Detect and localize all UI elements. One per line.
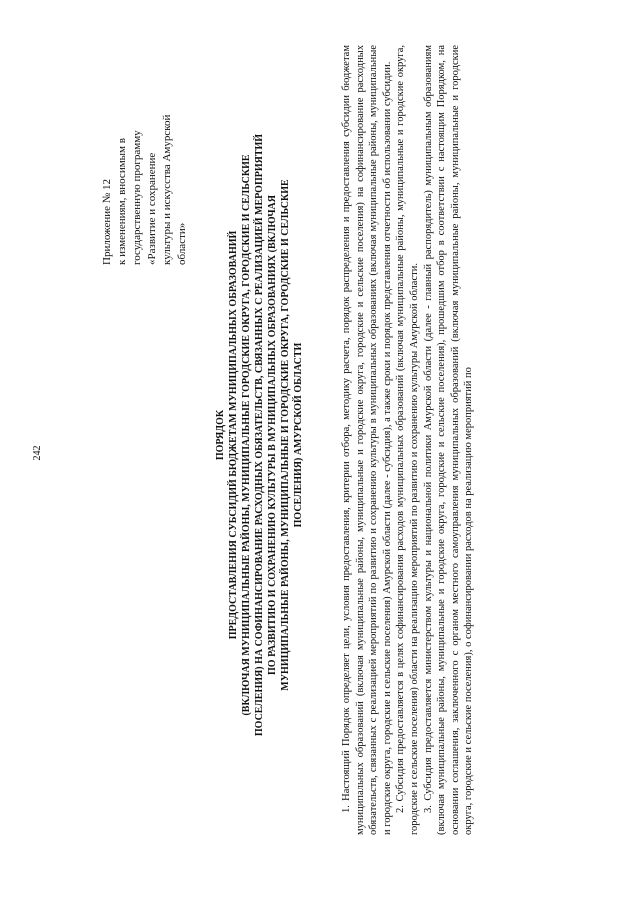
paragraph-3: 3. Субсидия предоставляется министерством культуры и национальной политики Амурской области (далее - главный распорядитель) муниципальным образованиям (включая муниципальные районы, муниципальные и городские округа, городские и сельские поселения), прошедшим отбор в соответствии с настоящим Порядком, на основании соглашения, заключенного с органом местного самоуправления муниципальных образований (включая муниципальные районы, муниципальные и городские округа, городские и сельские поселения), о софинансировании расходов на реализацию мероприятий по [422,45,475,835]
paragraph-1: 1. Настоящий Порядок определяет цели, условия предоставления, критерии отбора, методику расчета, порядок распределения и предоставления субсидии бюджетам муниципальных образований (включая муниципальные районы, муниципальные и городские округа, городские и сельские поселения) на софинансирование расходных обязательств, связанных с реализацией мероприятий по развитию и сохранению культуры в муниципальных образованиях (включая муниципальные районы, муниципальные и городские округа, городские и сельские поселения) Амурской области (далее - субсидия), а также сроки и порядок представления отчетности об использовании субсидии. [341,45,393,835]
appendix-line: Приложение № 12 [101,178,113,265]
appendix-line: культуры и искусства Амурской [161,114,173,265]
page-number: 242 [32,445,43,461]
appendix-line: к изменениям, вносимым в [116,138,128,265]
document-title [214,85,305,785]
title-line: ПОРЯДОК [215,409,226,461]
title-line: ПОСЕЛЕНИЯ) АМУРСКОЙ ОБЛАСТИ [293,342,304,528]
title-line: ПО РАЗВИТИЮ И СОХРАНЕНИЮ КУЛЬТУРЫ В МУНИЦИПАЛЬНЫХ ОБРАЗОВАНИЯХ (ВКЛЮЧАЯ [267,195,278,675]
appendix-line: государственную программу [131,130,143,265]
title-line: ПРЕДОСТАВЛЕНИЯ СУБСИДИЙ БЮДЖЕТАМ МУНИЦИПАЛЬНЫХ ОБРАЗОВАНИЙ [228,230,239,640]
appendix-line: «Развитие и сохранение [146,152,158,265]
title-line: (ВКЛЮЧАЯ МУНИЦИПАЛЬНЫЕ РАЙОНЫ, МУНИЦИПАЛЬНЫЕ ГОРОДСКИЕ ОКРУГА, ГОРОДСКИЕ И СЕЛЬСКИЕ [241,154,252,716]
appendix-note [100,65,190,265]
document-body [340,45,476,835]
appendix-line: области» [176,222,188,265]
title-line: МУНИЦИПАЛЬНЫЕ РАЙОНЫ, МУНИЦИПАЛЬНЫЕ И ГОРОДСКИЕ ОКРУГА, ГОРОДСКИЕ И СЕЛЬСКИЕ [280,179,291,691]
title-line: ПОСЕЛЕНИЯ) НА СОФИНАНСИРОВАНИЕ РАСХОДНЫХ ОБЯЗАТЕЛЬСТВ, СВЯЗАННЫХ С РЕАЛИЗАЦИЕЙ МЕРОПРИЯТИЙ [254,133,265,737]
paragraph-2: 2. Субсидия предоставляется в целях софинансирования расходов муниципальных образований (включая муниципальные районы, муниципальные и городские округа, городские и сельские поселения) области на реализацию мероприятий по развитию и сохранению культуры Амурской области. [395,45,420,835]
